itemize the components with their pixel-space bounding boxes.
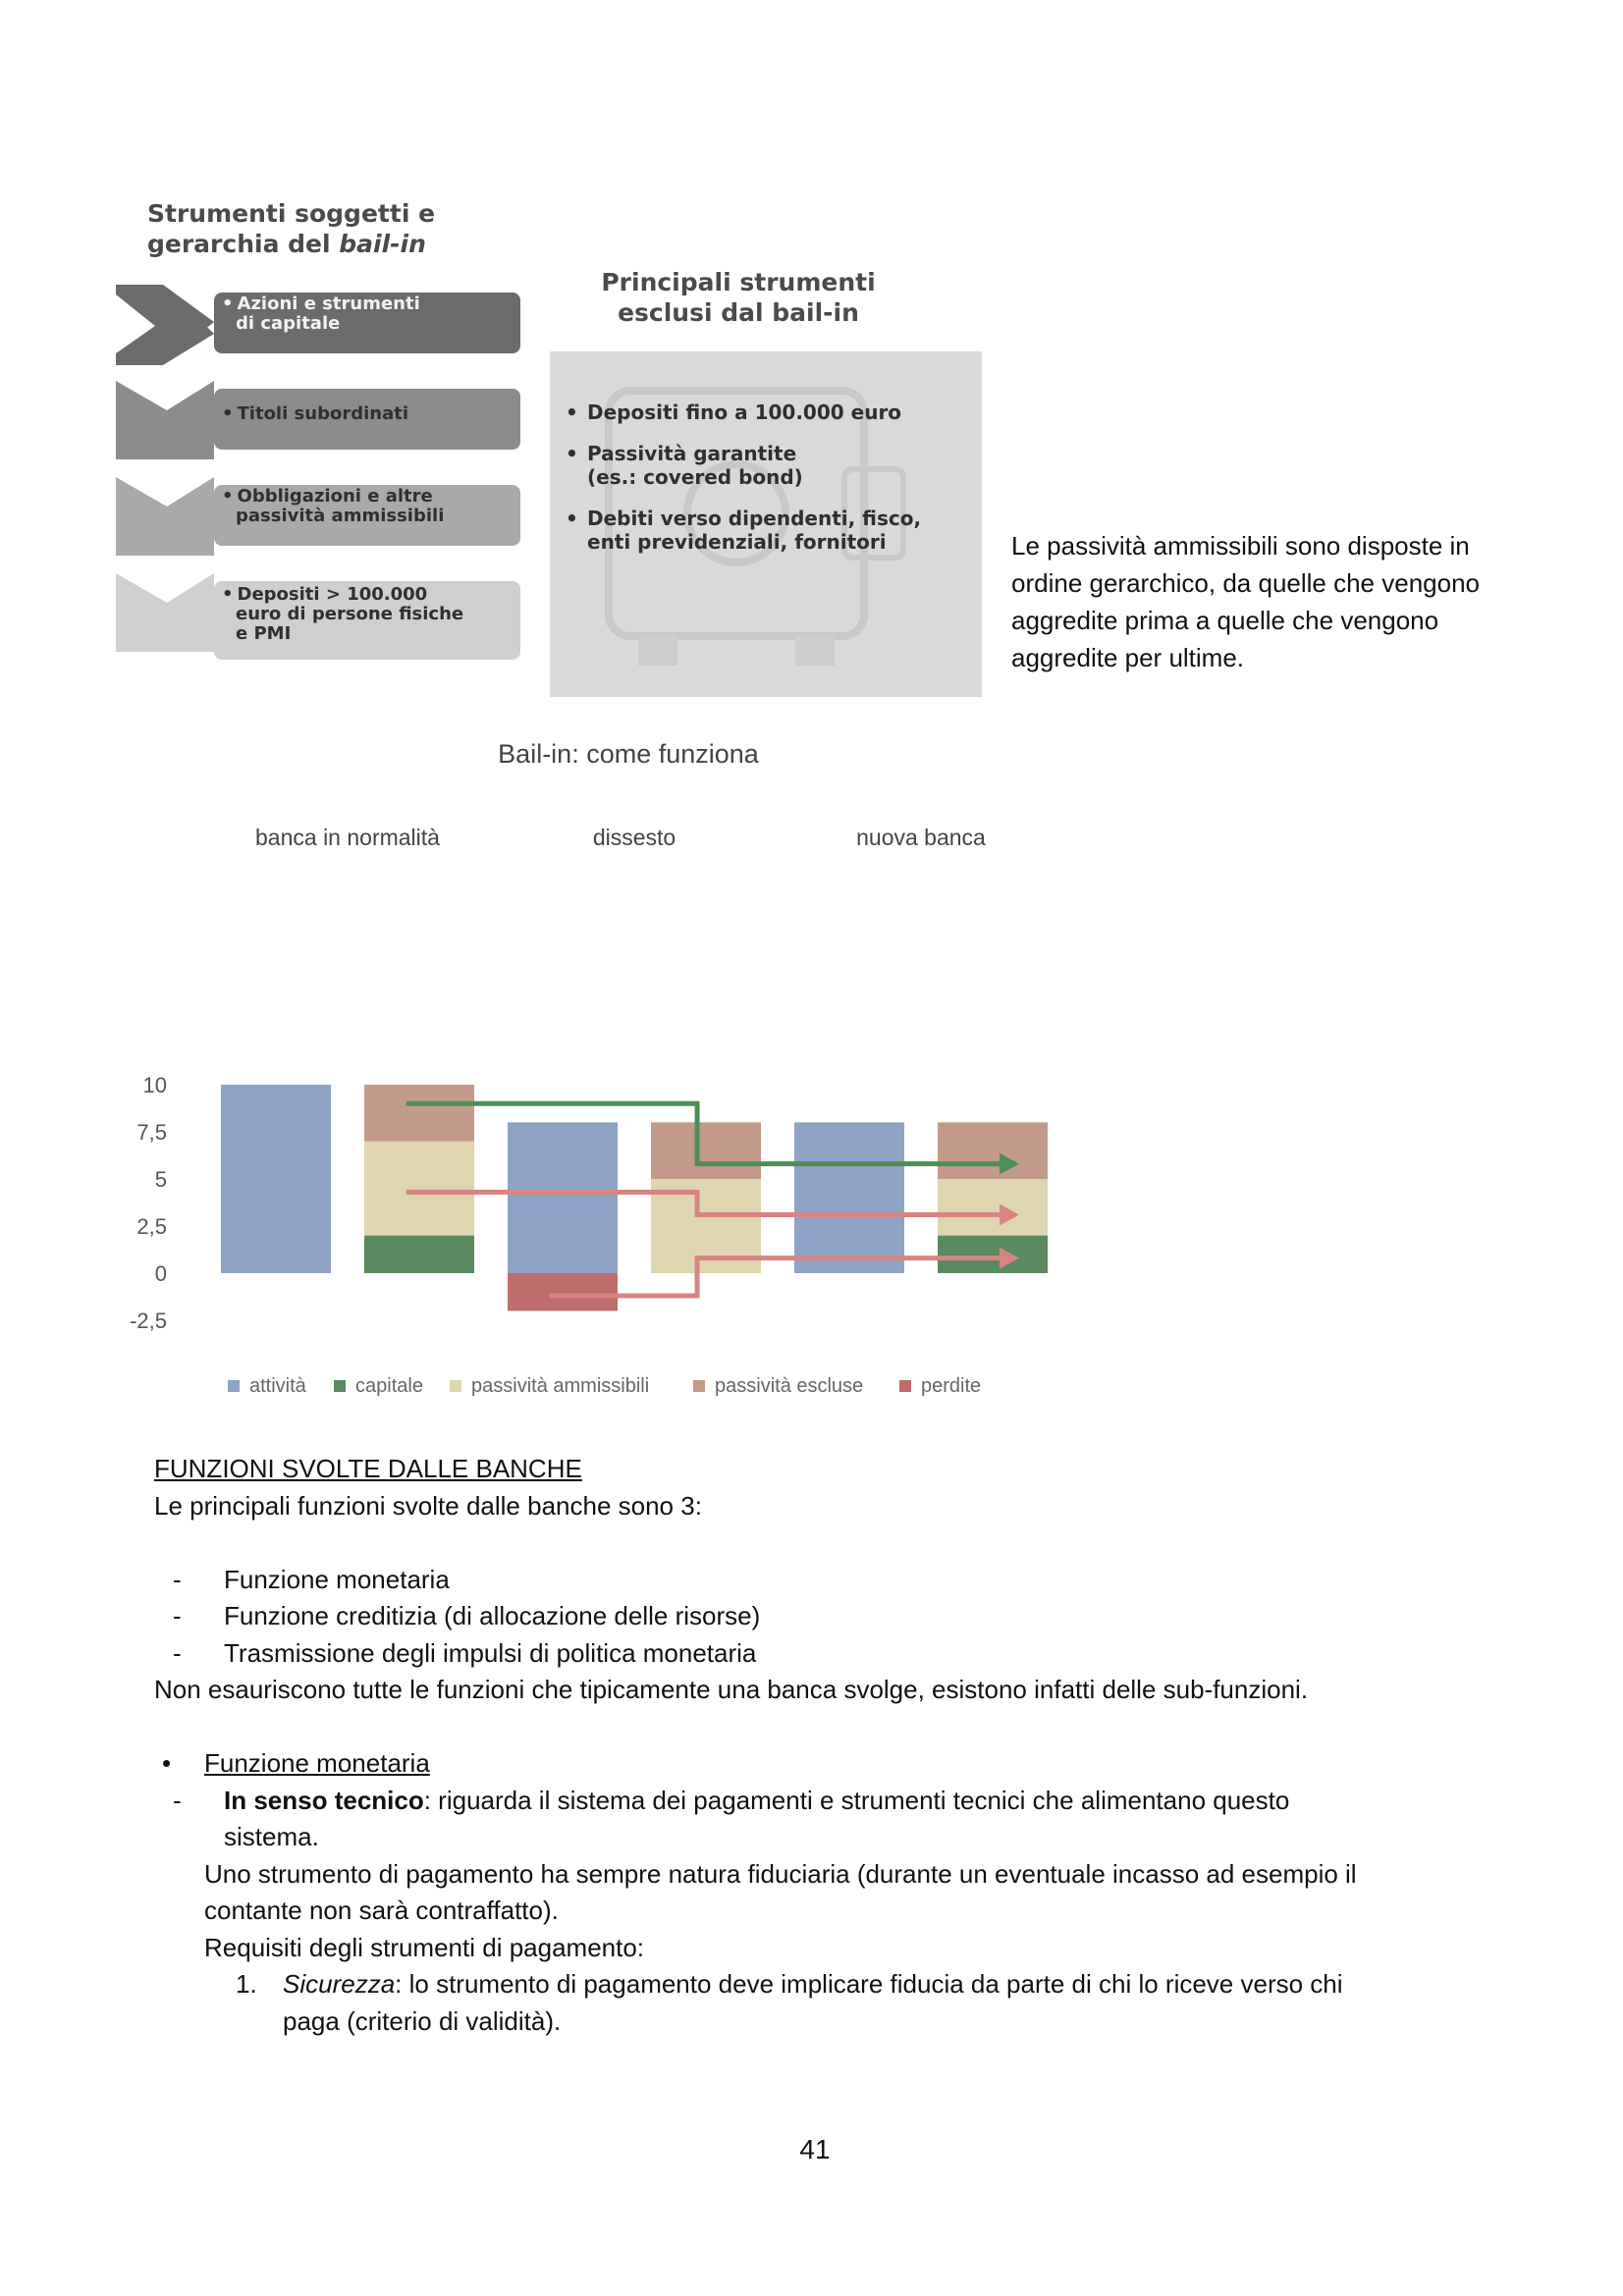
y-tick-label: 0 <box>154 1261 167 1286</box>
requisiti-label: Requisiti degli strumenti di pagamento: <box>204 1933 645 1962</box>
sub-item-cont: sistema. <box>224 1822 319 1851</box>
bullet-heading: Funzione monetaria <box>204 1748 430 1778</box>
bail-in-infographic <box>108 187 982 707</box>
chart-group-labels <box>255 825 986 850</box>
hierarchy-step-1: • Azioni e strumenti di capitale <box>116 285 528 361</box>
legend-swatch <box>450 1380 461 1392</box>
legend-swatch <box>334 1380 346 1392</box>
bar-segment <box>794 1122 904 1273</box>
side-paragraph: Le passività ammissibili sono disposte in ordine gerarchico, da quelle che vengono aggredite prima a quelle che vengono aggredite per ultime. <box>1011 531 1481 672</box>
bar-segment <box>508 1122 618 1273</box>
dash-marker: - <box>173 1786 182 1815</box>
y-tick-label: 7,5 <box>136 1120 167 1145</box>
bar-segment <box>938 1236 1048 1273</box>
legend-swatch <box>228 1380 240 1392</box>
numbered-marker: 1. <box>236 1969 257 1999</box>
sub-item: In senso tecnico: riguarda il sistema dei pagamenti e strumenti tecnici che alimentano questo <box>224 1786 1290 1815</box>
hierarchy-step-3: • Obbligazioni e altre passività ammissibili <box>116 477 528 554</box>
after-list-paragraph: Non esauriscono tutte le funzioni che tipicamente una banca svolge, esistono infatti delle sub-funzioni. <box>154 1675 1309 1704</box>
paragraph-line: Uno strumento di pagamento ha sempre natura fiduciaria (durante un eventuale incasso ad esempio il <box>204 1859 1357 1889</box>
legend-label: perdite <box>921 1375 982 1397</box>
excluded-title: Principali strumenti esclusi dal bail-in <box>601 268 876 327</box>
bar-segment <box>508 1273 618 1310</box>
y-tick-label: -2,5 <box>130 1308 167 1333</box>
y-tick-label: 10 <box>142 1073 167 1097</box>
chart-y-axis <box>130 1073 167 1333</box>
section-intro: Le principali funzioni svolte dalle banche sono 3: <box>154 1491 702 1521</box>
bar-segment <box>364 1142 474 1236</box>
chart-title: Bail-in: come funziona <box>498 739 759 769</box>
legend-label: attività <box>249 1375 306 1397</box>
group-label: banca in normalità <box>255 825 440 850</box>
paragraph-line: contante non sarà contraffatto). <box>204 1896 559 1925</box>
group-label: nuova banca <box>856 825 986 850</box>
bar-segment <box>938 1122 1048 1179</box>
excluded-item: • Depositi fino a 100.000 euro <box>550 400 982 424</box>
bullet-icon: • <box>162 1748 172 1778</box>
bar-segment <box>364 1236 474 1273</box>
hierarchy-step-4: • Depositi > 100.000 euro di persone fisiche e PMI <box>116 573 528 650</box>
legend-swatch <box>899 1380 911 1392</box>
group-label: dissesto <box>592 825 676 850</box>
excluded-item: • Debiti verso dipendenti, fisco, enti previdenziali, fornitori <box>550 507 982 554</box>
excluded-list <box>550 400 982 571</box>
bar-segment <box>364 1085 474 1142</box>
infographic-title: Strumenti soggetti e gerarchia del bail-in <box>147 199 436 258</box>
hierarchy-step-2: • Titoli subordinati <box>116 381 528 457</box>
excluded-item: • Passività garantite (es.: covered bond) <box>550 442 982 489</box>
numbered-item: Sicurezza: lo strumento di pagamento deve implicare fiducia da parte di chi lo riceve verso chi <box>283 1969 1343 1999</box>
page-number: 41 <box>799 2134 831 2164</box>
legend-swatch <box>693 1380 705 1392</box>
bar-segment <box>938 1179 1048 1236</box>
chart-bars <box>221 1085 1048 1310</box>
section-heading: FUNZIONI SVOLTE DALLE BANCHE <box>154 1454 582 1483</box>
numbered-item-cont: paga (criterio di validità). <box>283 2006 562 2036</box>
bar-segment <box>221 1085 331 1273</box>
y-tick-label: 5 <box>154 1167 167 1192</box>
legend-label: passività escluse <box>715 1375 864 1397</box>
legend-label: passività ammissibili <box>471 1375 650 1397</box>
bail-in-chart <box>118 731 1060 1409</box>
y-tick-label: 2,5 <box>136 1214 167 1239</box>
chart-legend <box>228 1375 981 1397</box>
bar-segment <box>651 1122 761 1179</box>
legend-label: capitale <box>355 1375 423 1397</box>
